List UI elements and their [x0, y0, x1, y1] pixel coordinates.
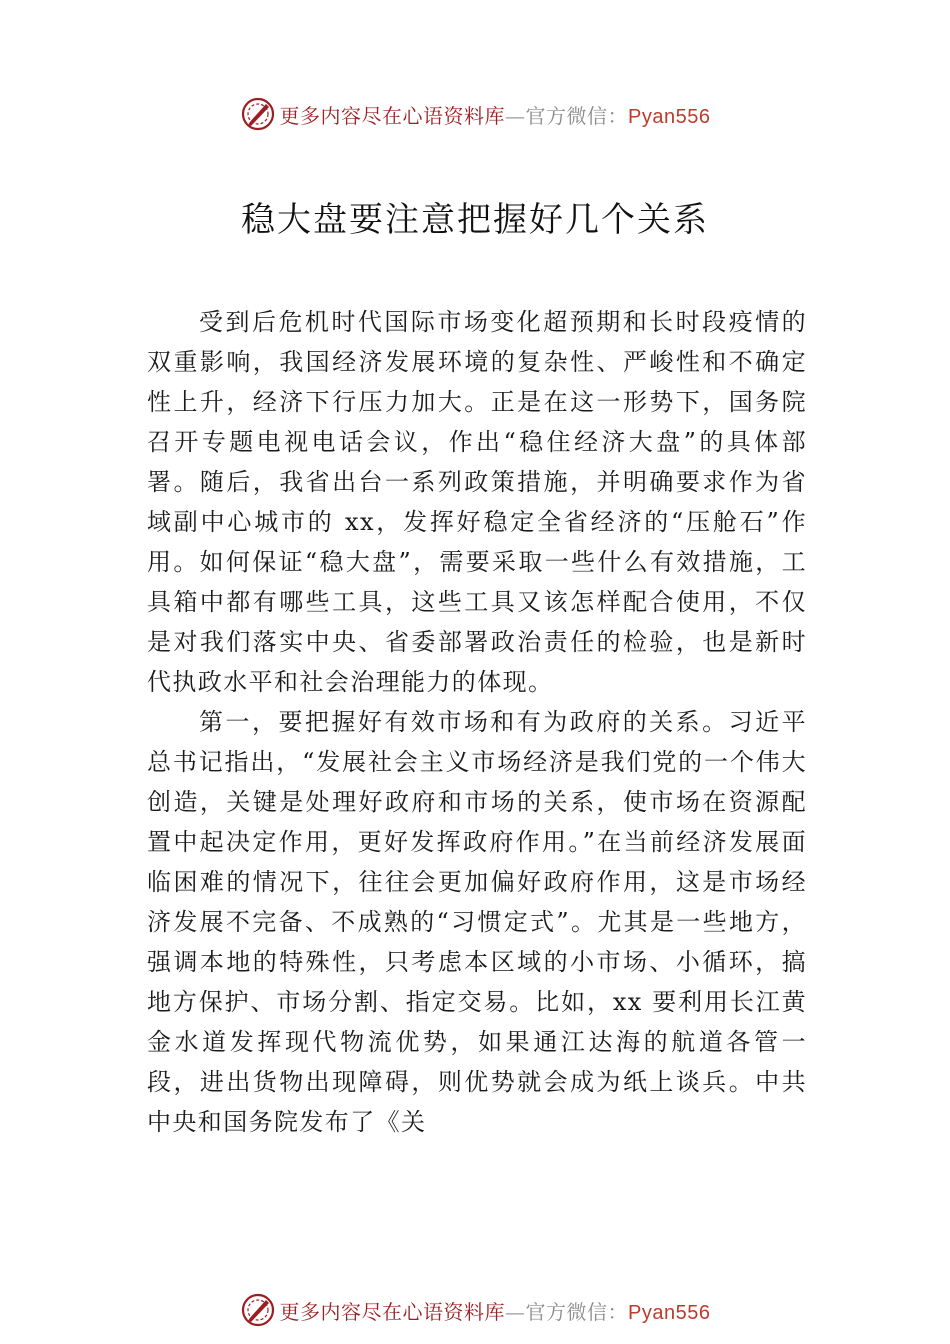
banner-title: 更多内容尽在心语资料库 [279, 103, 506, 128]
banner-wechat-label: 官方微信： [525, 103, 629, 128]
banner-separator: — [505, 103, 526, 128]
banner-wechat-label: 官方微信： [525, 1299, 629, 1324]
banner-wechat-id: Pyan556 [628, 1301, 711, 1324]
document-title: 稳大盘要注意把握好几个关系 [241, 200, 709, 240]
banner-wechat-id: Pyan556 [628, 105, 711, 128]
footer-banner [0, 1288, 950, 1332]
paragraph-intro: 受到后危机时代国际市场变化超预期和长时段疫情的双重影响，我国经济发展环境的复杂性、严峻性和不确定性上升，经济下行压力加大。正是在这一形势下，国务院召开专题电视电话会议，作出“稳住经济大盘”的具体部署。随后，我省出台一系列政策措施，并明确要求作为省域副中心城市的 xx，发挥好稳定全省经济的“压舱石”作用。如何保证“稳大盘”，需要采取一些什么有效措施，工具箱中都有哪些工具，这些工具又该怎样配合使用，不仅是对我们落实中央、省委部署政治责任的检验，也是新时代执政水平和社会治理能力的体现。 [147, 308, 807, 696]
quill-logo-icon [240, 96, 276, 132]
document-body [147, 302, 807, 1142]
banner-separator: — [505, 1299, 526, 1324]
quill-logo-icon [240, 1292, 276, 1328]
banner-title: 更多内容尽在心语资料库 [279, 1299, 506, 1324]
header-banner [0, 92, 950, 136]
paragraph-first-point: 第一，要把握好有效市场和有为政府的关系。习近平总书记指出，“发展社会主义市场经济是我们党的一个伟大创造，关键是处理好政府和市场的关系，使市场在资源配置中起决定作用，更好发挥政府作用。”在当前经济发展面临困难的情况下，往往会更加偏好政府作用，这是市场经济发展不完备、不成熟的“习惯定式”。尤其是一些地方，强调本地的特殊性，只考虑本区域的小市场、小循环，搞地方保护、市场分割、指定交易。比如，xx 要利用长江黄金水道发挥现代物流优势，如果通江达海的航道各管一段，进出货物出现障碍，则优势就会成为纸上谈兵。中共中央和国务院发布了《关 [147, 708, 807, 1136]
